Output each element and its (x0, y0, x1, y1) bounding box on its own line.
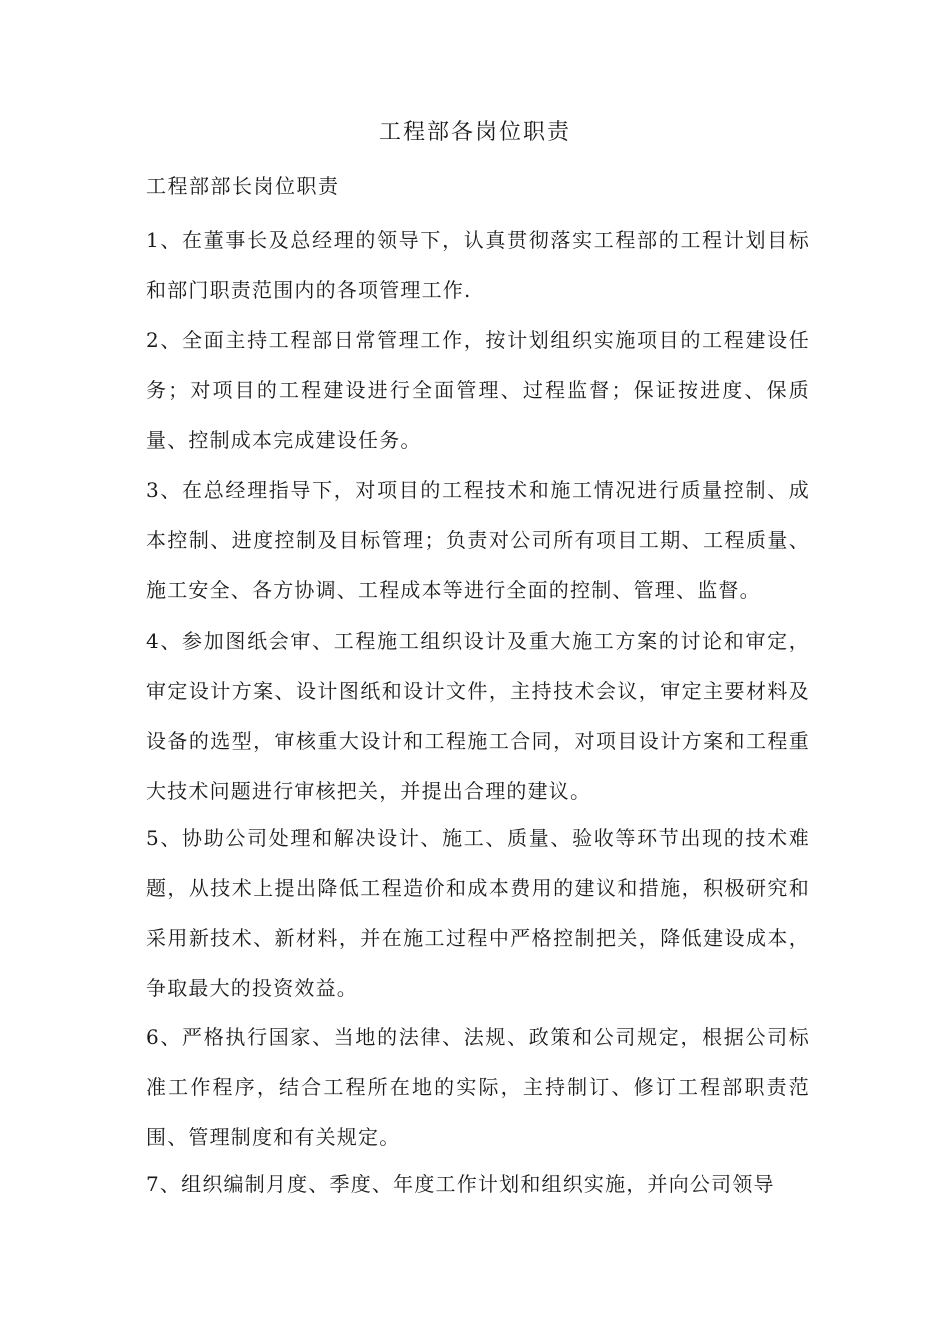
document-title: 工程部各岗位职责 (378, 120, 571, 145)
clause-2: 2、全面主持工程部日常管理工作，按计划组织实施项目的工程建设任务；对项目的工程建设进行全面管理、过程监督；保证按进度、保质量、控制成本完成建设任务。 (146, 328, 810, 452)
section-heading: 工程部部长岗位职责 (146, 174, 340, 198)
clause-5: 5、协助公司处理和解决设计、施工、质量、验收等环节出现的技术难题，从技术上提出降低工程造价和成本费用的建议和措施，积极研究和采用新技术、新材料，并在施工过程中严格控制把关，降低建设成本，争取最大的投资效益。 (146, 826, 810, 1000)
clause-3: 3、在总经理指导下，对项目的工程技术和施工情况进行质量控制、成本控制、进度控制及目标管理；负责对公司所有项目工期、工程质量、施工安全、各方协调、工程成本等进行全面的控制、管理、监督。 (146, 478, 810, 602)
clause-6: 6、严格执行国家、当地的法律、法规、政策和公司规定，根据公司标准工作程序，结合工程所在地的实际，主持制订、修订工程部职责范围、管理制度和有关规定。 (146, 1025, 810, 1149)
clause-7: 7、组织编制月度、季度、年度工作计划和组织实施，并向公司领导 (146, 1172, 775, 1196)
clause-1: 1、在董事长及总经理的领导下，认真贯彻落实工程部的工程计划目标和部门职责范围内的各项管理工作. (146, 228, 810, 302)
clause-4: 4、参加图纸会审、工程施工组织设计及重大施工方案的讨论和审定，审定设计方案、设计图纸和设计文件，主持技术会议，审定主要材料及设备的选型，审核重大设计和工程施工合同，对项目设计方案和工程重大技术问题进行审核把关，并提出合理的建议。 (146, 629, 810, 803)
